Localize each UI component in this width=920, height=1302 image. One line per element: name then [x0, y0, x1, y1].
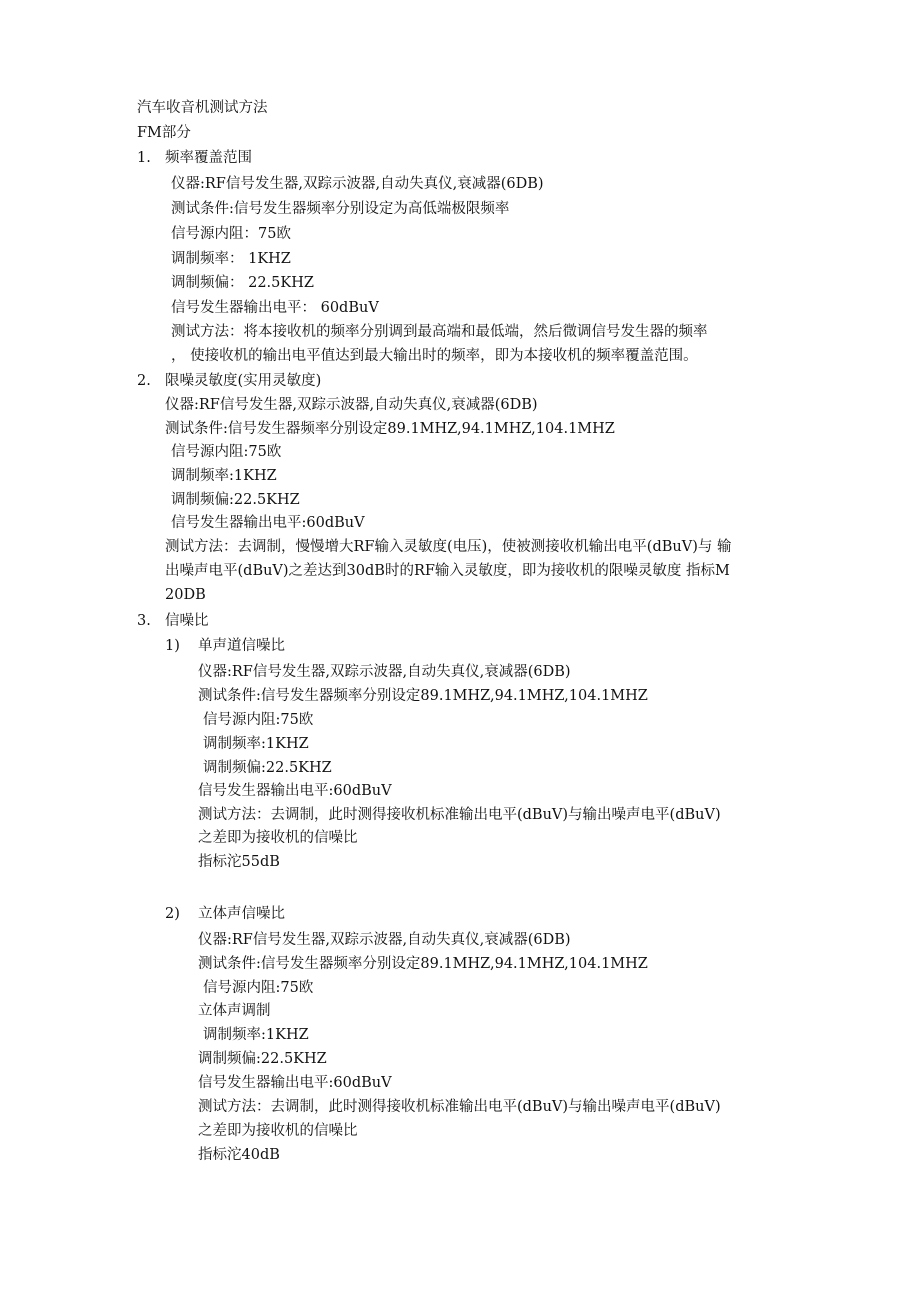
sub-line: 测试方法：去调制，此时测得接收机标准输出电平(dBuV)与输出噪声电平(dBuV): [198, 1099, 721, 1115]
item-line: 测试条件:信号发生器频率分别设定为高低端极限频率: [171, 201, 510, 217]
sub-line: 指标沱55dB: [198, 854, 280, 870]
item-line: ， 使接收机的输出电平值达到最大输出时的频率，即为本接收机的频率覆盖范围。: [171, 348, 698, 364]
sub-line: 信号发生器输出电平:60dBuV: [198, 783, 392, 799]
sub-line: 信号源内阻:75欧: [203, 980, 314, 996]
sub-line: 调制频偏:22.5KHZ: [203, 760, 332, 776]
item-line: 仪器:RF信号发生器,双踪示波器,自动失真仪,衰减器(6DB): [165, 397, 538, 413]
item-line: 测试方法：将本接收机的频率分别调到最高端和最低端，然后微调信号发生器的频率: [171, 324, 708, 340]
item-line: 20DB: [165, 587, 206, 603]
document-title: 汽车收音机测试方法: [137, 100, 268, 116]
item-heading: 频率覆盖范围: [165, 150, 252, 166]
item-line: 调制频偏:22.5KHZ: [171, 492, 300, 508]
item-line: 调制频率:1KHZ: [171, 468, 277, 484]
item-heading: 信噪比: [165, 613, 209, 629]
item-number: 2.: [137, 373, 151, 389]
sub-line: 之差即为接收机的信噪比: [198, 830, 358, 846]
sub-line: 测试条件:信号发生器频率分别设定89.1MHZ,94.1MHZ,104.1MHZ: [198, 956, 648, 972]
sub-line: 测试方法：去调制，此时测得接收机标准输出电平(dBuV)与输出噪声电平(dBuV): [198, 807, 721, 823]
section-title: FM部分: [137, 125, 191, 141]
item-line: 出噪声电平(dBuV)之差达到30dB时的RF输入灵敏度，即为接收机的限噪灵敏度 指标M: [165, 563, 730, 579]
sub-line: 调制频偏:22.5KHZ: [198, 1051, 327, 1067]
item-line: 信号发生器输出电平： 60dBuV: [171, 300, 379, 316]
sub-line: 仪器:RF信号发生器,双踪示波器,自动失真仪,衰减器(6DB): [198, 664, 571, 680]
sub-line: 仪器:RF信号发生器,双踪示波器,自动失真仪,衰减器(6DB): [198, 932, 571, 948]
sub-line: 调制频率:1KHZ: [203, 736, 309, 752]
item-line: 测试方法：去调制，慢慢增大RF输入灵敏度(电压)，使被测接收机输出电平(dBuV)与 输: [165, 539, 732, 555]
item-line: 仪器:RF信号发生器,双踪示波器,自动失真仪,衰减器(6DB): [171, 176, 544, 192]
sub-heading: 单声道信噪比: [198, 638, 285, 654]
sub-number: 1): [165, 638, 180, 654]
item-line: 测试条件:信号发生器频率分别设定89.1MHZ,94.1MHZ,104.1MHZ: [165, 421, 615, 437]
item-number: 3.: [137, 613, 151, 629]
sub-number: 2): [165, 906, 180, 922]
item-line: 调制频偏： 22.5KHZ: [171, 275, 314, 291]
sub-line: 指标沱40dB: [198, 1147, 280, 1163]
item-line: 信号发生器输出电平:60dBuV: [171, 515, 365, 531]
sub-line: 之差即为接收机的信噪比: [198, 1123, 358, 1139]
sub-line: 调制频率:1KHZ: [203, 1027, 309, 1043]
sub-line: 立体声调制: [198, 1003, 271, 1019]
sub-line: 信号发生器输出电平:60dBuV: [198, 1075, 392, 1091]
item-heading: 限噪灵敏度(实用灵敏度): [165, 373, 322, 389]
item-line: 调制频率： 1KHZ: [171, 251, 291, 267]
item-line: 信号源内阻:75欧: [171, 444, 282, 460]
item-number: 1.: [137, 150, 151, 166]
sub-heading: 立体声信噪比: [198, 906, 285, 922]
item-line: 信号源内阻：75欧: [171, 226, 291, 242]
sub-line: 测试条件:信号发生器频率分别设定89.1MHZ,94.1MHZ,104.1MHZ: [198, 688, 648, 704]
sub-line: 信号源内阻:75欧: [203, 712, 314, 728]
